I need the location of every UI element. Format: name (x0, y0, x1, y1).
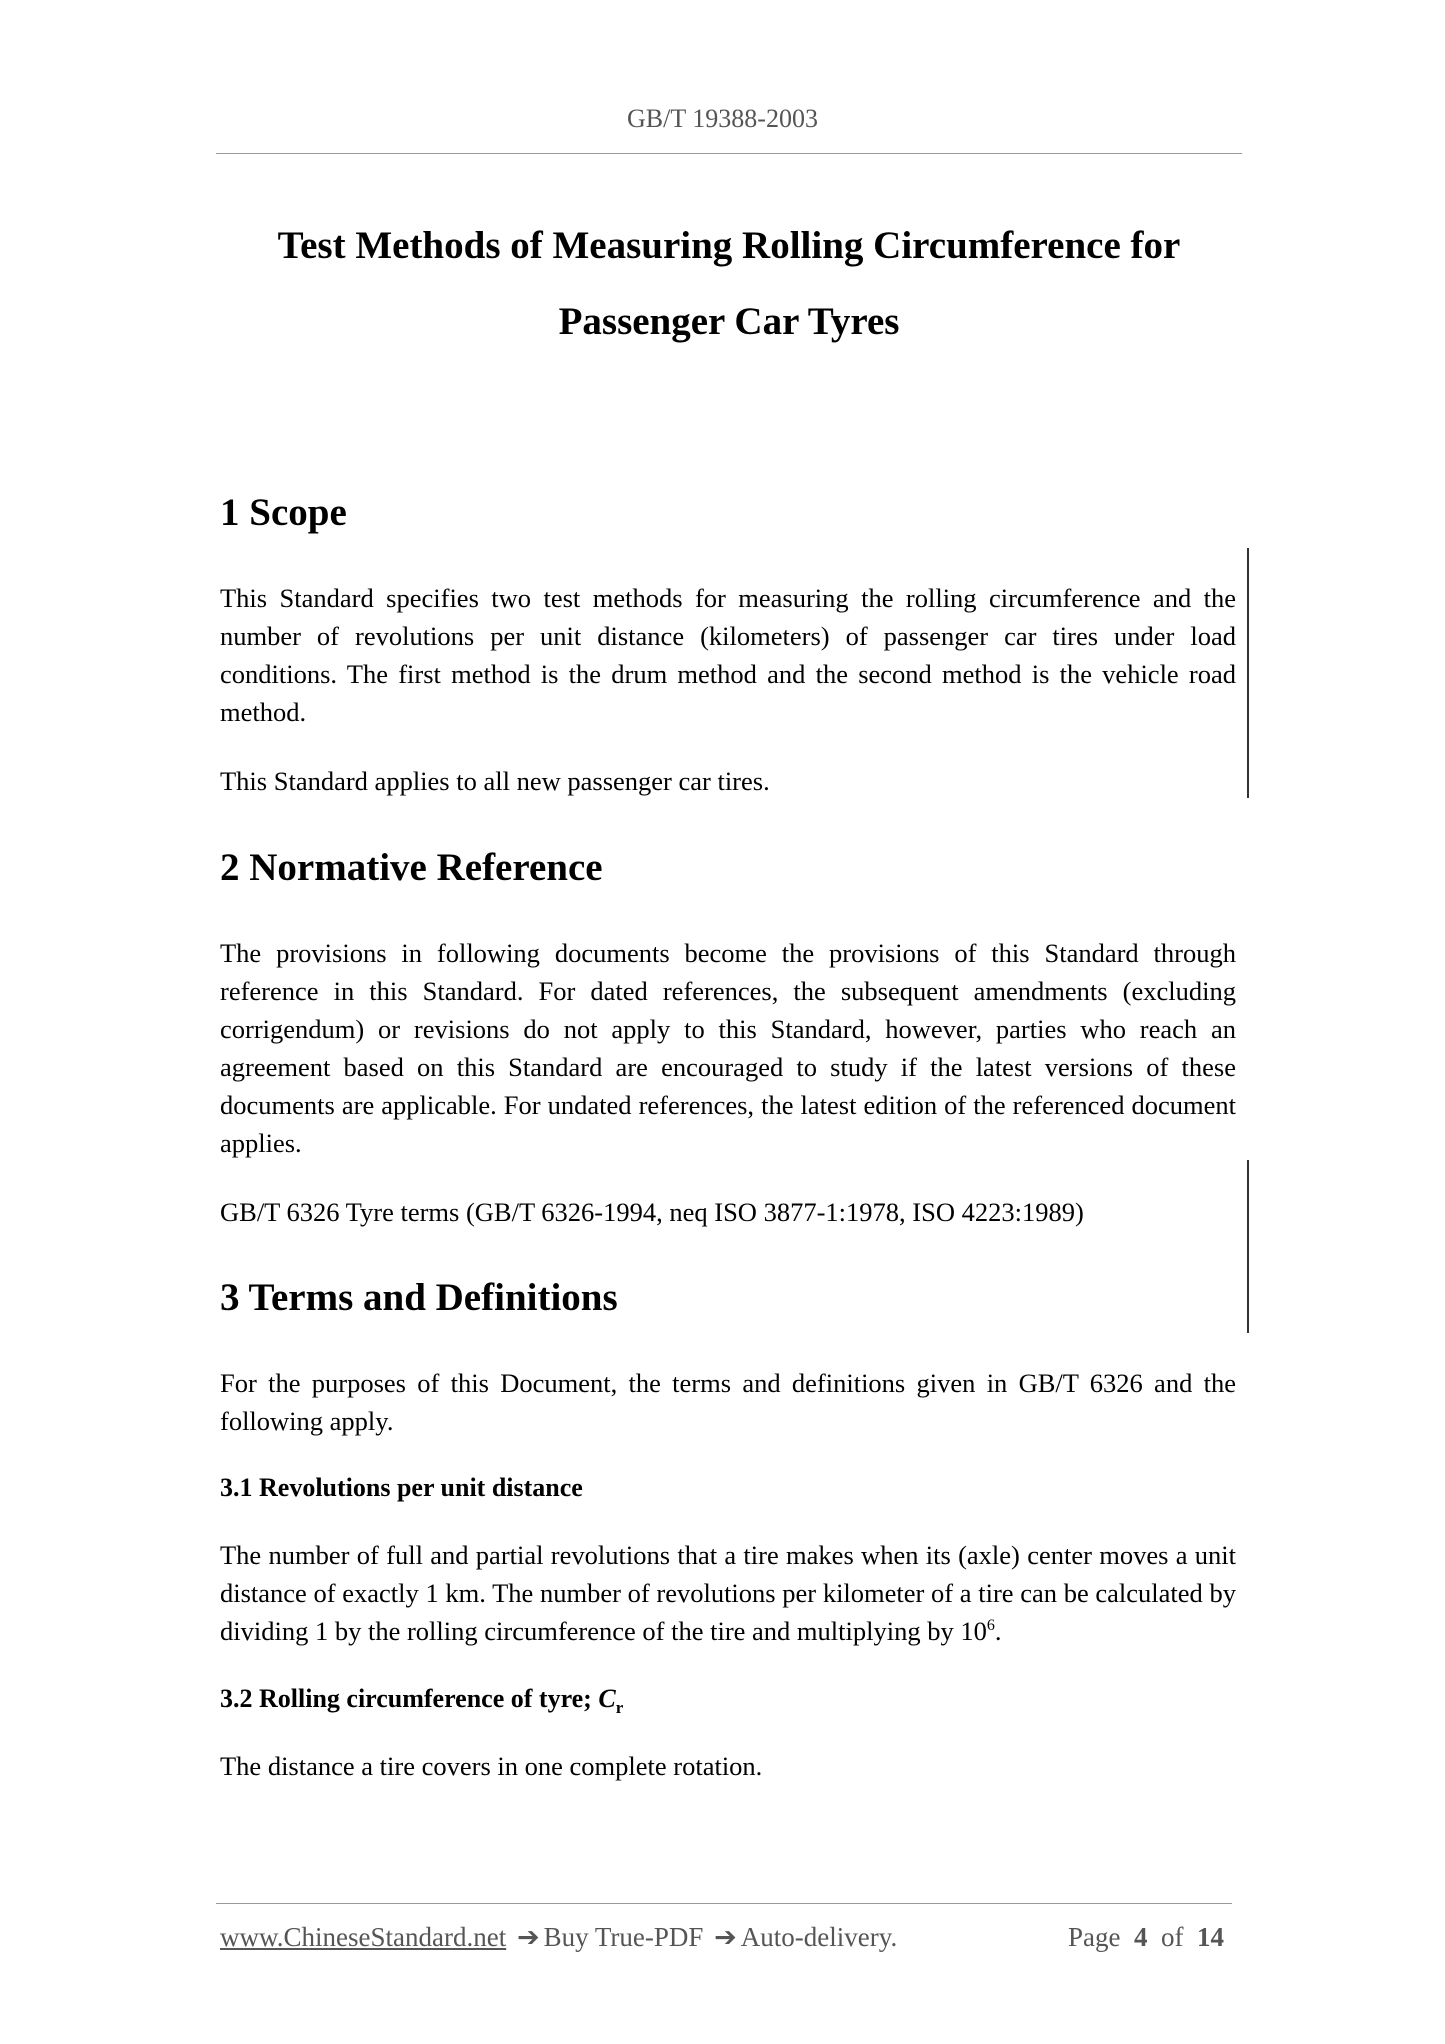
footer-divider (216, 1903, 1232, 1904)
section-heading-terms-definitions: 3 Terms and Definitions (220, 1276, 618, 1319)
term-3-1-text: The number of full and partial revolutions that a tire makes when its (axle) center moves a unit distance of exactly 1 km. The number of revolutions per kilometer of a tire can be calculated by dividing 1 by the rolling circumference of the tire and multiplying by 10 (220, 1540, 1236, 1646)
arrow-right-icon: ➔ (714, 1922, 737, 1952)
terms-intro-paragraph: For the purposes of this Document, the terms and definitions given in GB/T 6326 and the following apply. (220, 1368, 1236, 1436)
section-heading-normative-reference: 2 Normative Reference (220, 846, 603, 889)
term-3-2-definition: The distance a tire covers in one complete rotation. (220, 1751, 763, 1781)
term-3-2-symbol-subscript: r (615, 1698, 624, 1718)
term-3-1-exponent: 6 (986, 1617, 995, 1635)
buy-true-pdf-text: Buy True-PDF (543, 1922, 704, 1952)
term-3-1-end: . (994, 1616, 1002, 1646)
header-divider (216, 153, 1242, 154)
document-title (216, 208, 1242, 360)
footer-promo (220, 1922, 897, 1953)
website-link[interactable]: www.ChineseStandard.net (220, 1922, 507, 1952)
revision-bar (1247, 548, 1249, 798)
term-3-2-symbol: C (598, 1684, 616, 1713)
page-indicator (1068, 1922, 1224, 1953)
section-heading-scope: 1 Scope (220, 491, 347, 534)
scope-paragraph-1: This Standard specifies two test methods for measuring the rolling circumference and the number of revolutions per unit distance (kilometers) of passenger car tires under load conditions. The first method is the drum method and the second method is the vehicle road method. (220, 583, 1236, 727)
normative-reference-item: GB/T 6326 Tyre terms (GB/T 6326-1994, neq ISO 3877-1:1978, ISO 4223:1989) (220, 1197, 1084, 1227)
normative-reference-paragraph: The provisions in following documents become the provisions of this Standard through reference in this Standard. For dated references, the subsequent amendments (excluding corrigendum) or revisions do not apply to this Standard, however, parties who reach an agreement based on this Standard are encouraged to study if the latest versions of these documents are applicable. For undated references, the latest edition of the referenced document applies. (220, 938, 1236, 1158)
total-pages-number: 14 (1196, 1922, 1224, 1952)
page-label: Page (1068, 1922, 1121, 1952)
term-3-2-heading (220, 1680, 623, 1718)
title-line-1: Test Methods of Measuring Rolling Circumference for (277, 224, 1181, 267)
arrow-right-icon: ➔ (516, 1922, 540, 1952)
term-3-1-heading: 3.1 Revolutions per unit distance (220, 1473, 583, 1502)
standard-code-header: GB/T 19388-2003 (627, 104, 818, 133)
term-3-2-heading-text: 3.2 Rolling circumference of tyre; (220, 1684, 599, 1713)
scope-paragraph-2: This Standard applies to all new passenger car tires. (220, 766, 770, 796)
term-3-1-definition (220, 1536, 1236, 1650)
auto-delivery-text: Auto-delivery. (740, 1922, 898, 1952)
of-label: of (1160, 1922, 1184, 1952)
current-page-number: 4 (1133, 1922, 1148, 1952)
title-line-2: Passenger Car Tyres (558, 300, 900, 343)
revision-bar (1247, 1160, 1249, 1333)
